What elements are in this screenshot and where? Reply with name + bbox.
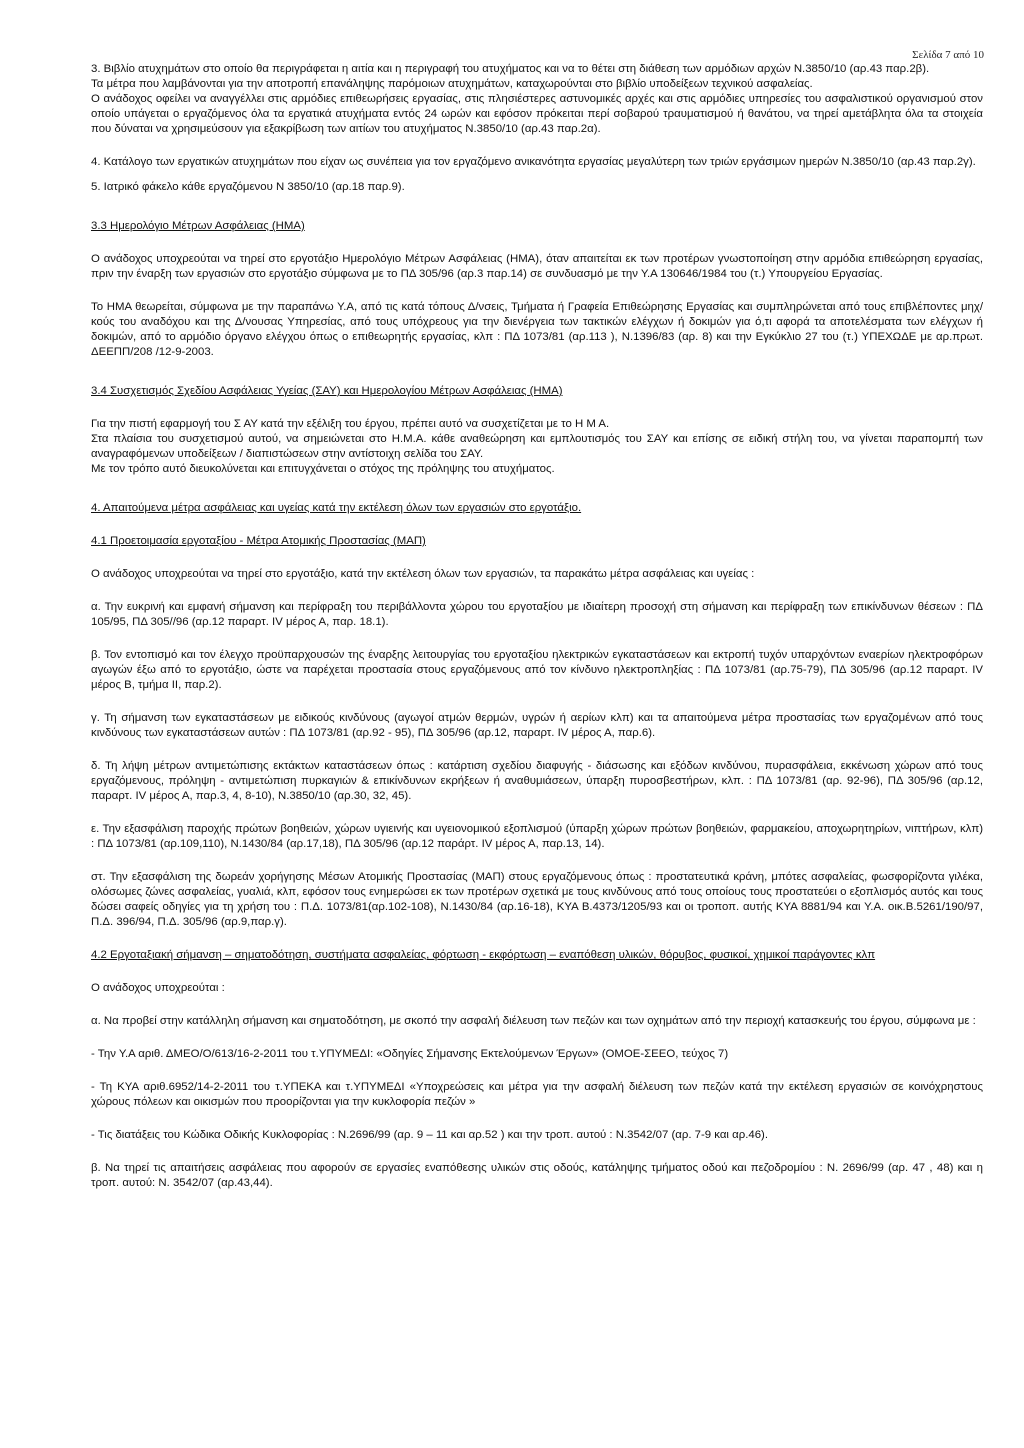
section-4-1-item-a: α. Την ευκρινή και εμφανή σήμανση και περίφραξη του περιβάλλοντα χώρου του εργοταξίου με ιδιαίτερη προσοχή στη σήμανση και περίφραξη των επικίνδυνων θέσεων : ΠΔ 105/95, ΠΔ 305//96 (αρ.12 παραρτ. IV μέρος Α, παρ. 18.1).	[91, 601, 983, 628]
item-3-accident-book: 3. Βιβλίο ατυχημάτων στο οποίο θα περιγράφεται η αιτία και η περιγραφή του ατυχήματος και να το θέτει στη διάθεση των αρμόδιων αρχών Ν.3850/10 (αρ.43 παρ.2β).	[91, 63, 930, 75]
section-4-heading: 4. Απαιτούμενα μέτρα ασφάλειας και υγείας κατά την εκτέλεση όλων των εργασιών στο εργοτάξιο.	[91, 502, 582, 514]
section-3-3-paragraph-2: Το ΗΜΑ θεωρείται, σύμφωνα με την παραπάνω Υ.Α, από τις κατά τόπους Δ/νσεις, Τμήματα ή Γραφεία Επιθεώρησης Εργασίας και συμπληρώνεται από τους επιβλέποντες μηχ/κούς του αναδόχου και της Δ/νουσας Υπηρεσίας, από τους υπόχρεους για την διενέργεια των τακτικών ελέγχων ή δοκιμών για ό,τι αφορά τα αποτελέσματα των ελέγχων ή δοκιμών, από το αρμόδιο όργανο ελέγχου όπως ο επιθεωρητής εργασίας, κλπ : ΠΔ 1073/81 (αρ.113 ), Ν.1396/83 (αρ. 8) και την Εγκύκλιο 27 του (τ.) ΥΠΕΧΩΔΕ με αρ.πρωτ. ΔΕΕΠΠ/208 /12-9-2003.	[91, 301, 983, 358]
section-3-3-paragraph-1: Ο ανάδοχος υποχρεούται να τηρεί στο εργοτάξιο Ημερολόγιο Μέτρων Ασφάλειας (ΗΜΑ), όταν απαιτείται εκ των προτέρων γνωστοποίηση στην αρμόδια επιθεώρηση εργασίας, πριν την έναρξη των εργασιών στο εργοτάξιο σύμφωνα με το ΠΔ 305/96 (αρ.3 παρ.14) σε συνδυασμό με την Υ.Α 130646/1984 του (τ.) Υπουργείου Εργασίας.	[91, 253, 983, 280]
section-4-2-list-item: - Τις διατάξεις του Κώδικα Οδικής Κυκλοφορίας : Ν.2696/99 (αρ. 9 – 11 και αρ.52 ) και την τροπ. αυτού : Ν.3542/07 (αρ. 7-9 και αρ.46).	[91, 1129, 768, 1141]
section-4-2-item-b: β. Να τηρεί τις απαιτήσεις ασφάλειας που αφορούν σε εργασίες εναπόθεσης υλικών στις οδούς, κατάληψης τμήματος οδού και πεζοδρομίου : Ν. 2696/99 (αρ. 47 , 48) και η τροπ. αυτού: Ν. 3542/07 (αρ.43,44).	[91, 1162, 983, 1189]
section-3-4-paragraph-3: Με τον τρόπο αυτό διευκολύνεται και επιτυγχάνεται ο στόχος της πρόληψης του ατυχήματος.	[91, 463, 555, 475]
section-4-1-item-b: β. Τον εντοπισμό και τον έλεγχο προϋπαρχουσών της έναρξης λειτουργίας του εργοταξίου ηλεκτρικών εγκαταστάσεων και εκτροπή τυχόν υπαρχόντων εναερίων ηλεκτροφόρων αγωγών έξω από το εργοτάξιο, ώστε να παρέχεται προστασία στους εργαζόμενους από τον κίνδυνο ηλεκτροπληξίας : ΠΔ 1073/81 (αρ.75-79), ΠΔ 305/96 (αρ.12 παραρτ. IV μέρος Β, τμήμα ΙΙ, παρ.2).	[91, 649, 983, 691]
item-3-duty-text: Ο ανάδοχος οφείλει να αναγγέλλει στις αρμόδιες επιθεωρήσεις εργασίας, στις πλησιέστερες αστυνομικές αρχές και στις αρμόδιες υπηρεσίες του ασφαλιστικού οργανισμού στον οποίο υπάγεται ο εργαζόμενος όλα τα εργατικά ατυχήματα εντός 24 ωρών και εφόσον πρόκειται περί σοβαρού τραυματισμού ή θανάτου, να τηρεί αμετάβλητα όλα τα στοιχεία που δύναται να χρησιμεύσουν για εξακρίβωση των αιτίων του ατυχήματος Ν.3850/10 (αρ.43 παρ.2α).	[91, 93, 983, 135]
section-4-1-heading: 4.1 Προετοιμασία εργοταξίου - Μέτρα Ατομικής Προστασίας (ΜΑΠ)	[91, 535, 426, 547]
section-4-2-list-item: - Την Υ.Α αριθ. ΔΜΕΟ/Ο/613/16-2-2011 του τ.ΥΠΥΜΕΔΙ: «Οδηγίες Σήμανσης Εκτελούμενων Έργων» (ΟΜΟΕ-ΣΕΕΟ, τεύχος 7)	[91, 1048, 729, 1060]
section-3-4-paragraph-2: Στα πλαίσια του συσχετισμού αυτού, να σημειώνεται στο Η.Μ.Α. κάθε αναθεώρηση και εμπλουτισμός του ΣΑΥ και επίσης σε ειδική στήλη του, να γίνεται παραπομπή των αναγραφόμενων υποδείξεων / διαπιστώσεων στην αντίστοιχη σελίδα του ΣΑΥ.	[91, 433, 983, 460]
section-3-4-heading: 3.4 Συσχετισμός Σχεδίου Ασφάλειας Υγείας (ΣΑΥ) και Ημερολογίου Μέτρων Ασφάλειας (ΗΜΑ)	[91, 385, 563, 397]
section-3-3-heading: 3.3 Ημερολόγιο Μέτρων Ασφάλειας (ΗΜΑ)	[91, 220, 305, 232]
page-content	[91, 62, 983, 1191]
page-number: Σελίδα 7 από 10	[912, 49, 984, 61]
section-4-1-item-d: δ. Τη λήψη μέτρων αντιμετώπισης εκτάκτων καταστάσεων όπως : κατάρτιση σχεδίου διαφυγής - διάσωσης και εξόδων κινδύνου, πυρασφάλεια, εκκένωση χώρων από τους εργαζόμενους, πρόληψη - αντιμετώπιση πυρκαγιών & επικίνδυνων εκρήξεων ή αναθυμιάσεων, ύπαρξη πυροσβεστήρων, κλπ. : ΠΔ 1073/81 (αρ. 92-96), ΠΔ 305/96 (αρ.12, παραρτ. IV μέρος Α, παρ.3, 4, 8-10), Ν.3850/10 (αρ.30, 32, 45).	[91, 760, 983, 802]
section-4-2-heading: 4.2 Εργοταξιακή σήμανση – σηματοδότηση, συστήματα ασφαλείας, φόρτωση - εκφόρτωση – εναπόθεση υλικών, θόρυβος, φυσικοί, χημικοί παράγοντες κλπ	[91, 949, 876, 961]
section-4-1-item-c: γ. Τη σήμανση των εγκαταστάσεων με ειδικούς κινδύνους (αγωγοί ατμών θερμών, υγρών ή αερίων κλπ) και τα απαιτούμενα μέτρα προστασίας των εργαζομένων από τους κινδύνους των εγκαταστάσεων αυτών : ΠΔ 1073/81 (αρ.92 - 95), ΠΔ 305/96 (αρ.12, παραρτ. IV μέρος Α, παρ.6).	[91, 712, 983, 739]
section-4-1-item-f: στ. Την εξασφάλιση της δωρεάν χορήγησης Μέσων Ατομικής Προστασίας (ΜΑΠ) στους εργαζόμενους όπως : προστατευτικά κράνη, μπότες ασφαλείας, φωσφορίζοντα γιλέκα, ολόσωμες ζώνες ασφαλείας, γυαλιά, κλπ, εφόσον τους ενημερώσει εκ των προτέρων σχετικά με τους κινδύνους από τους οποίους τους προστατεύει ο εξοπλισμός αυτός και τους δώσει σαφείς οδηγίες για τη χρήση του : Π.Δ. 1073/81(αρ.102-108), Ν.1430/84 (αρ.16-18), ΚΥΑ Β.4373/1205/93 και οι τροποπ. αυτής ΚΥΑ 8881/94 και Υ.Α. οικ.Β.5261/190/97, Π.Δ. 396/94, Π.Δ. 305/96 (αρ.9,παρ.γ).	[91, 871, 983, 928]
section-4-2-item-a: α. Να προβεί στην κατάλληλη σήμανση και σηματοδότηση, με σκοπό την ασφαλή διέλευση των πεζών και των οχημάτων από την περιοχή κατασκευής του έργου, σύμφωνα με :	[91, 1015, 976, 1027]
item-3-measures-text: Τα μέτρα που λαμβάνονται για την αποτροπή επανάληψης παρόμοιων ατυχημάτων, καταχωρούνται στο βιβλίο υποδείξεων τεχνικού ασφαλείας.	[91, 78, 813, 90]
section-4-1-intro: Ο ανάδοχος υποχρεούται να τηρεί στο εργοτάξιο, κατά την εκτέλεση όλων των εργασιών, τα παρακάτω μέτρα ασφάλειας και υγείας :	[91, 568, 755, 580]
item-5-medical-file: 5. Ιατρικό φάκελο κάθε εργαζόμενου Ν 3850/10 (αρ.18 παρ.9).	[91, 181, 405, 193]
item-4-accident-catalog: 4. Κατάλογο των εργατικών ατυχημάτων που είχαν ως συνέπεια για τον εργαζόμενο ανικανότητα εργασίας μεγαλύτερη των τριών εργάσιμων ημερών Ν.3850/10 (αρ.43 παρ.2γ).	[91, 156, 976, 168]
section-4-2-intro: Ο ανάδοχος υποχρεούται :	[91, 982, 225, 994]
section-4-1-item-e: ε. Την εξασφάλιση παροχής πρώτων βοηθειών, χώρων υγιεινής και υγειονομικού εξοπλισμού (ύπαρξη χώρων πρώτων βοηθειών, φαρμακείου, αποχωρητηρίων, νιπτήρων, κλπ) : ΠΔ 1073/81 (αρ.109,110), Ν.1430/84 (αρ.17,18), ΠΔ 305/96 (αρ.12 παράρτ. IV μέρος Α, παρ.13, 14).	[91, 823, 983, 850]
section-4-2-list-item: - Τη ΚΥΑ αριθ.6952/14-2-2011 του τ.ΥΠΕΚΑ και τ.ΥΠΥΜΕΔΙ «Υποχρεώσεις και μέτρα για την ασφαλή διέλευση των πεζών κατά την εκτέλεση εργασιών σε κοινόχρηστους χώρους πόλεων και οικισμών που προορίζονται για την κυκλοφορία πεζών »	[91, 1081, 983, 1108]
section-3-4-paragraph-1: Για την πιστή εφαρμογή του Σ ΑΥ κατά την εξέλιξη του έργου, πρέπει αυτό να συσχετίζεται με το Η Μ Α.	[91, 418, 610, 430]
